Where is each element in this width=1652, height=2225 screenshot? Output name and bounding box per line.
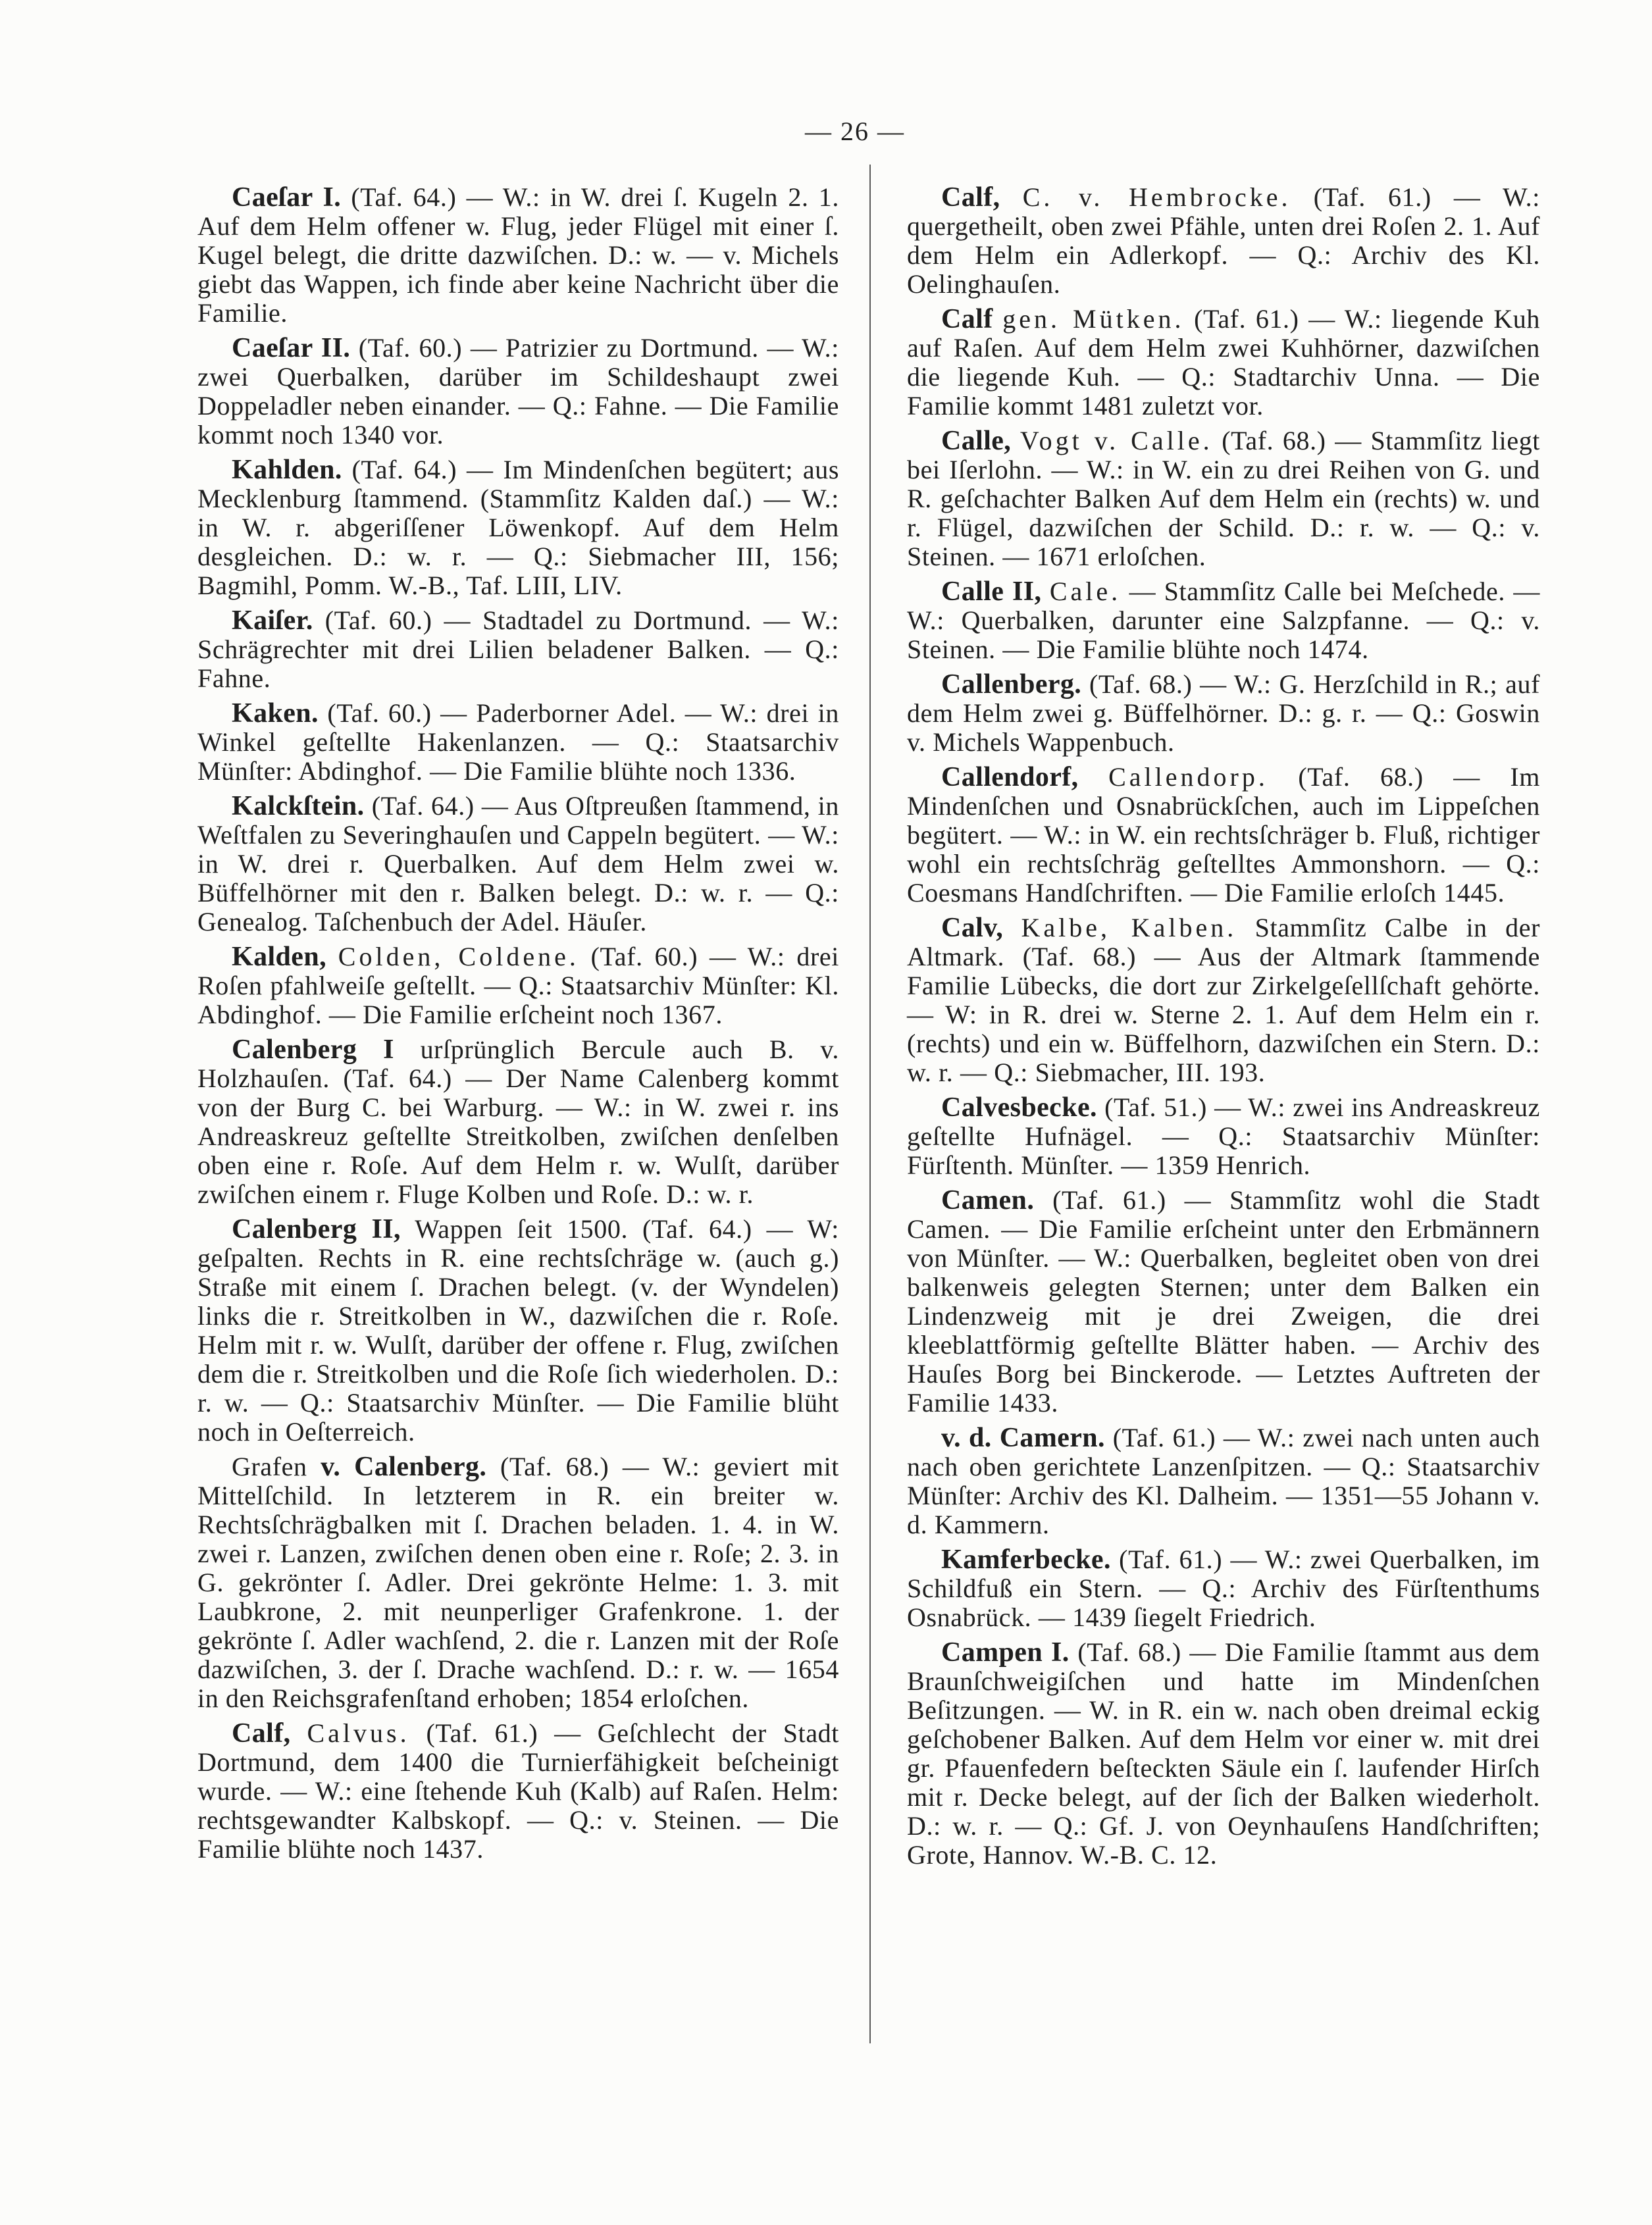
left-column [197,183,839,1870]
entry-headword: Kamferbecke. [941,1545,1111,1575]
entry-calenberg-i [197,1035,839,1209]
entry-text: (Taf. 68.) — Im Mindenſchen und Osnabrückſchen, auch im Lippeſchen begütert. — W.: in W. ein rechtsſchräger b. Fluß, richtiger wohl ein rechtsſchräg geſtelltes Ammonshorn. — Q.: Coesmans Handſchriften. — Die Familie erloſch 1445. [907,762,1540,908]
entry-headword: Kalden, [232,942,326,972]
entry-caesar-ii [197,334,839,449]
entry-headword: Camen. [941,1185,1035,1215]
entry-kamferbecke [907,1545,1540,1632]
entry-calf-calvus [197,1719,839,1864]
entry-headword: Kalckſtein. [232,791,365,821]
entry-text: (Taf. 60.) — Paderborner Adel. — W.: drei in Winkel geſtellte Hakenlanzen. — Q.: Staatsarchiv Münſter: Abdinghof. — Die Familie blühte noch 1336. [197,698,839,786]
entry-text: (Taf. 68.) — Die Familie ſtammt aus dem Braunſchweigiſchen und hatte im Mindenſchen Beſitzungen. — W. in R. ein w. nach oben dreimal eckig geſchobener Balken. Auf dem Helm vor einer w. mit drei gr. Pfauenfedern beſteckten Säule ein ſ. laufender Hirſch mit r. Decke belegt, auf der ſich der Balken wiederholt. D.: w. r. — Q.: Gf. J. von Oeynhauſens Handſchriften; Grote, Hannov. W.-B. C. 12. [907,1637,1540,1870]
entry-variant-names: Calvus. [307,1718,410,1748]
right-column [907,183,1540,1876]
entry-kalckstein [197,792,839,936]
entry-headword: Campen I. [941,1637,1070,1668]
entry-text: Wappen ſeit 1500. (Taf. 64.) — W: geſpalten. Rechts in R. eine rechtsſchräge w. (auch g.) Straße mit einem ſ. Drachen belegt. (v. der Wyndelen) links die r. Streitkolben in W., dazwiſchen die r. Roſe. Helm mit r. w. Wulſt, darüber der offene r. Flug, zwiſchen dem die r. Streitkolben und die Roſe ſich wiederholen. D.: r. w. — Q.: Staatsarchiv Münſter. — Die Familie blüht noch in Oeſterreich. [197,1214,840,1446]
entry-variant-names: C. v. Hembrocke. [1022,182,1291,212]
entry-headword: Kaken. [232,698,319,729]
entry-text: — Stammſitz Calle bei Meſchede. — W.: Querbalken, darunter eine Salzpfanne. — Q.: v. Steinen. — Die Familie blühte noch 1474. [907,576,1540,664]
entry-variant-names: gen. Mütken. [1002,304,1185,334]
entry-text: (Taf. 68.) — W.: geviert mit Mittelſchild. In letzterem in R. ein breiter w. Rechtsſchrägbalken mit ſ. Drachen beladen. 1. 4. in W. zwei r. Lanzen, zwiſchen denen oben eine r. Roſe; 2. 3. in G. gekrönter ſ. Adler. Drei gekrönte Helme: 1. 3. mit Laubkrone, 2. mit neunperliger Grafenkrone. 1. der gekrönte ſ. Adler wachſend, 2. die r. Lanzen mit der Roſe dazwiſchen, 3. der ſ. Drache wachſend. D.: r. w. — 1654 in den Reichsgrafenſtand erhoben; 1854 erloſchen. [197,1452,840,1713]
entry-headword: Calf, [941,182,1000,213]
entry-calle [907,426,1540,571]
entry-text: (Taf. 64.) — Im Mindenſchen begütert; aus Mecklenburg ſtammend. (Stammſitz Kalden daſ.) — W.: in W. r. abgeriſſener Löwenkopf. Auf dem Helm desgleichen. D.: w. r. — Q.: Siebmacher III, 156; Bagmihl, Pomm. W.-B., Taf. LIII, LIV. [197,455,839,600]
entry-headword: Caeſar I. [232,182,342,213]
entry-headword: Calenberg II, [232,1214,401,1244]
entry-text: (Taf. 61.) — W.: zwei Querbalken, im Schildfuß ein Stern. — Q.: Archiv des Fürſtenthums Osnabrück. — 1439 ſiegelt Friedrich. [907,1545,1540,1632]
entry-calenberg-ii [197,1215,839,1446]
entry-kahlden [197,455,839,600]
entry-campen-i [907,1638,1540,1870]
entry-headword: Kaiſer. [232,605,313,636]
entry-calf-muetken [907,305,1540,421]
entry-variant-names: Vogt v. Calle. [1020,426,1213,455]
entry-text: (Taf. 61.) — W.: liegende Kuh auf Raſen. Auf dem Helm zwei Kuhhörner, dazwiſchen die liegende Kuh. — Q.: Stadtarchiv Unna. — Die Familie kommt 1481 zuletzt vor. [907,304,1541,421]
entry-text: (Taf. 61.) — W.: quergetheilt, oben zwei Pfähle, unten drei Roſen 2. 1. Auf dem Helm ein Adlerkopf. — Q.: Archiv des Kl. Oelinghauſen. [907,182,1540,299]
entry-kaken [197,699,839,786]
entry-variant-names: Kalbe, Kalben. [1021,913,1237,942]
entry-text: urſprünglich Bercule auch B. v. Holzhauſen. (Taf. 64.) — Der Name Calenberg kommt von der Burg C. bei Warburg. — W.: in W. zwei r. ins Andreaskreuz geſtellte Streitkolben, zwiſchen denſelben oben eine r. Roſe. Auf dem Helm r. w. Wulſt, darüber zwiſchen einem r. Fluge Kolben und Roſe. D.: w. r. [197,1035,839,1209]
entry-callenberg [907,670,1540,757]
entry-kaiser [197,606,839,693]
entry-headword: Calle, [941,426,1012,456]
entry-text: (Taf. 61.) — Geſchlecht der Stadt Dortmund, dem 1400 die Turnierfähigkeit beſcheinigt wurde. — W.: eine ſtehende Kuh (Kalb) auf Raſen. Helm: rechtsgewandter Kalbskopf. — Q.: v. Steinen. — Die Familie blühte noch 1437. [197,1718,839,1864]
entry-headword: v. d. Camern. [941,1423,1105,1453]
entry-text: Stammſitz Calbe in der Altmark. (Taf. 68.) — Aus der Altmark ſtammende Familie Lübecks, die dort zur Zirkelgeſellſchaft gehörte. — W: in R. drei w. Sterne 2. 1. Auf dem Helm ein r. (rechts) und ein w. Büffelhorn, dazwiſchen ein Stern. D.: w. r. — Q.: Siebmacher, III. 193. [907,913,1540,1087]
entry-text: (Taf. 60.) — W.: drei Roſen pfahlweiſe geſtellt. — Q.: Staatsarchiv Münſter: Kl. Abdinghof. — Die Familie erſcheint noch 1367. [197,942,839,1029]
entry-calle-ii [907,577,1540,664]
entry-text: (Taf. 68.) — W.: G. Herzſchild in R.; auf dem Helm zwei g. Büffelhörner. D.: g. r. — Q.: Goswin v. Michels Wappenbuch. [907,669,1540,757]
column-divider [869,165,871,2043]
entry-headword: Calf, [232,1718,291,1749]
entry-text: (Taf. 51.) — W.: zwei ins Andreaskreuz geſtellte Hufnägel. — Q.: Staatsarchiv Münſter: Fürſtenth. Münſter. — 1359 Henrich. [907,1092,1540,1180]
entry-headword: Callendorf, [941,762,1079,792]
entry-headword: Kahlden. [232,455,342,485]
entry-text: (Taf. 64.) — Aus Oſtpreußen ſtammend, in Weſtfalen zu Severinghauſen und Cappeln begütert. — W.: in W. drei r. Querbalken. Auf dem Helm zwei w. Büffelhörner mit den r. Balken belegt. D.: w. r. — Q.: Genealog. Taſchenbuch der Adel. Häuſer. [197,791,839,936]
entry-headword: Calvesbecke. [941,1092,1097,1123]
entry-calvesbecke [907,1093,1540,1180]
entry-text: (Taf. 60.) — Stadtadel zu Dortmund. — W.: Schrägrechter mit drei Lilien beladener Balken. — Q.: Fahne. [197,605,839,693]
entry-text: (Taf. 60.) — Patrizier zu Dortmund. — W.: zwei Querbalken, darüber im Schildeshaupt zwei Doppeladler neben einander. — Q.: Fahne. — Die Familie kommt noch 1340 vor. [197,333,839,449]
entry-headword: Calenberg I [232,1035,394,1065]
page-number: — 26 — [805,116,905,146]
entry-variant-names: Colden, Coldene. [338,942,579,971]
entry-headword: v. Calenberg. [321,1452,487,1482]
entry-text: (Taf. 68.) — Stammſitz liegt bei Iſerlohn. — W.: in W. ein zu drei Reihen von G. und R. geſchachter Balken Auf dem Helm ein (rechts) w. und r. Flügel, dazwiſchen der Schild. D.: r. w. — Q.: v. Steinen. — 1671 erloſchen. [907,426,1541,571]
entry-variant-names: Callendorp. [1108,762,1268,792]
entry-headword: Calv, [941,913,1004,943]
entry-callendorf [907,763,1540,908]
entry-camen [907,1186,1540,1418]
entry-headword: Caeſar II. [232,333,351,363]
entry-text: (Taf. 61.) — W.: zwei nach unten auch nach oben gerichtete Lanzenſpitzen. — Q.: Staatsarchiv Münſter: Archiv des Kl. Dalheim. — 1351—55 Johann v. d. Kammern. [907,1423,1540,1539]
entry-grafen-v-calenberg [197,1452,839,1713]
entry-calf-hembrocke [907,183,1540,299]
entry-prefix: Grafen [232,1452,307,1481]
entry-headword: Calle II, [941,576,1042,607]
entry-variant-names: Cale. [1049,576,1122,606]
entry-caesar-i [197,183,839,328]
entry-kalden [197,942,839,1029]
entry-v-d-camern [907,1423,1540,1539]
entry-headword: Callenberg. [941,669,1082,700]
entry-text: (Taf. 64.) — W.: in W. drei ſ. Kugeln 2. 1. Auf dem Helm offener w. Flug, jeder Flügel mit einer ſ. Kugel belegt, die dritte dazwiſchen. D.: w. — v. Michels giebt das Wappen, ich finde aber keine Nachricht über die Familie. [197,182,839,328]
entry-calv [907,913,1540,1087]
entry-text: (Taf. 61.) — Stammſitz wohl die Stadt Camen. — Die Familie erſcheint unter den Erbmännern von Münſter. — W.: Querbalken, begleitet oben von drei balkenweis gelegten Sternen; unter dem Balken ein Lindenzweig mit je drei Zweigen, die drei kleeblattförmig geſtellte Blätter haben. — Archiv des Hauſes Borg bei Binckerode. — Letztes Auftreten der Familie 1433. [907,1185,1540,1418]
entry-headword: Calf [941,304,993,334]
